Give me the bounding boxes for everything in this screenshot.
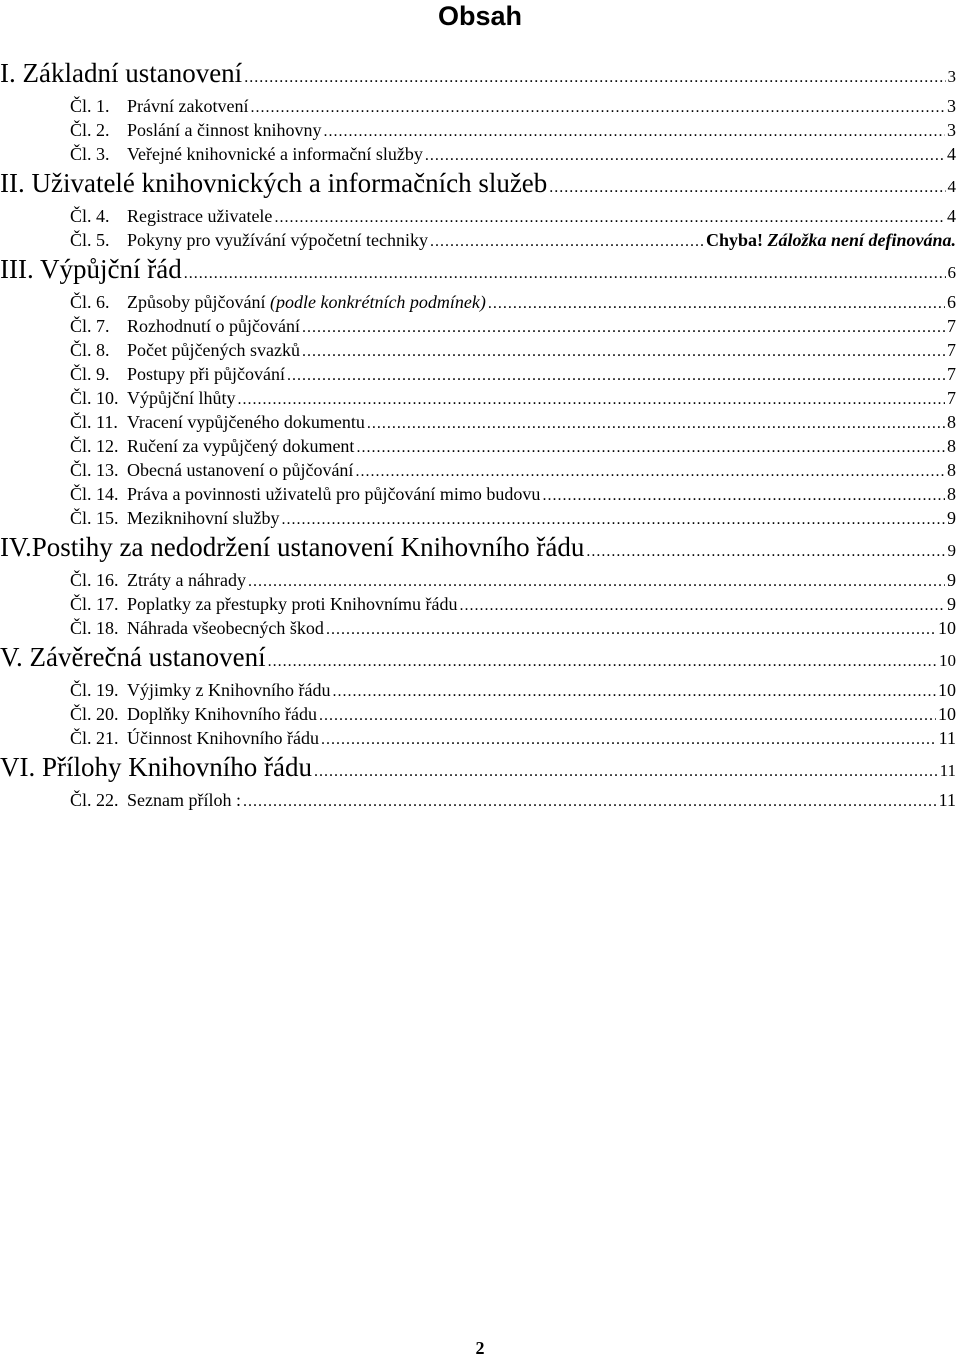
- toc-article-number: Čl. 6.: [70, 292, 110, 312]
- toc-entry-title: [0, 56, 242, 91]
- toc-entry-title-text: Počet půjčených svazků: [127, 340, 300, 360]
- toc-article-entry[interactable]: [0, 410, 960, 434]
- toc-entry-title-text: Vracení vypůjčeného dokumentu: [127, 412, 365, 432]
- toc-entry-title-text: Doplňky Knihovního řádu: [127, 704, 317, 724]
- toc-leader-dots: [238, 388, 946, 412]
- toc-entry-title: [127, 788, 241, 812]
- toc-entry-title-text: Poslání a činnost knihovny: [127, 120, 322, 140]
- toc-article-entry[interactable]: [0, 458, 960, 482]
- toc-entry-title-text: V. Závěrečná ustanovení: [0, 642, 266, 672]
- toc-entry-title-text: Výpůjční lhůty: [127, 388, 236, 408]
- toc-page-number: 4: [947, 177, 956, 196]
- toc-entry-title-text: II. Uživatelé knihovnických a informačních služeb: [0, 168, 548, 198]
- toc-entry-title: [127, 568, 246, 592]
- toc-entry-title: [127, 142, 423, 166]
- toc-page-number: 10: [938, 680, 956, 700]
- toc-leader-dots: [281, 508, 945, 532]
- toc-page-number: 8: [947, 484, 956, 504]
- toc-page-number: 9: [947, 541, 956, 560]
- toc-page-number: 8: [947, 460, 956, 480]
- toc-article-entry[interactable]: [0, 204, 960, 228]
- toc-entry-title-text: I. Základní ustanovení: [0, 58, 243, 88]
- toc-article-entry[interactable]: [0, 482, 960, 506]
- toc-page-number: 9: [947, 570, 956, 590]
- toc-entry-title: [127, 678, 330, 702]
- toc-entry-title: [127, 506, 279, 530]
- toc-entry-title-text: Rozhodnutí o půjčování: [127, 316, 300, 336]
- toc-page-number: 11: [938, 790, 956, 810]
- toc-article-number: Čl. 8.: [70, 340, 110, 360]
- toc-article-number: Čl. 13.: [70, 460, 119, 480]
- toc-article-number: Čl. 21.: [70, 728, 119, 748]
- toc-entry-title: [127, 228, 428, 252]
- toc-article-number: Čl. 19.: [70, 680, 119, 700]
- toc-page-number: 3: [947, 96, 956, 116]
- page-title: Obsah: [437, 1, 523, 31]
- toc-entry-title: [127, 702, 317, 726]
- toc-article-entry[interactable]: [0, 506, 960, 530]
- toc-leader-dots: [324, 120, 946, 144]
- toc-article-entry[interactable]: [0, 386, 960, 410]
- toc-entry-title-text: Ručení za vypůjčený dokument: [127, 436, 355, 456]
- toc-article-number: Čl. 12.: [70, 436, 119, 456]
- toc-entry-title-text: Obecná ustanovení o půjčování: [127, 460, 354, 480]
- toc-leader-dots: [459, 594, 945, 618]
- toc-page-number: 4: [947, 144, 956, 164]
- toc-page-number: 11: [939, 761, 956, 780]
- toc-page-number: 9: [947, 508, 956, 528]
- toc-article-number: Čl. 9.: [70, 364, 110, 384]
- toc-leader-dots: [542, 484, 945, 508]
- toc-article-number: Čl. 5.: [70, 230, 110, 250]
- toc-leader-dots: [184, 265, 946, 283]
- toc-leader-dots: [326, 618, 936, 642]
- toc-entry-title: [127, 726, 319, 750]
- toc-article-number: Čl. 16.: [70, 570, 119, 590]
- toc-article-number: Čl. 17.: [70, 594, 119, 614]
- toc-article-number: Čl. 4.: [70, 206, 110, 226]
- toc-entry-title: [0, 640, 266, 675]
- toc-article-entry[interactable]: [0, 142, 960, 166]
- toc-page-number: 6: [947, 292, 956, 312]
- toc-page-number: 10: [939, 651, 956, 670]
- toc-leader-dots: [430, 230, 704, 254]
- toc-leader-dots: [332, 680, 936, 704]
- toc-article-number: Čl. 11.: [70, 412, 118, 432]
- toc-article-entry[interactable]: [0, 726, 960, 750]
- toc-leader-dots: [549, 179, 945, 197]
- toc-entry-title-note: (podle konkrétních podmínek): [265, 292, 486, 312]
- toc-article-number: Čl. 7.: [70, 316, 110, 336]
- toc-leader-dots: [243, 790, 937, 814]
- toc-entry-title-text: Ztráty a náhrady: [127, 570, 246, 590]
- toc-entry-title-text: Meziknihovní služby: [127, 508, 280, 528]
- toc-entry-title-text: Poplatky za přestupky proti Knihovnímu řádu: [127, 594, 458, 614]
- toc-entry-title: [0, 530, 584, 565]
- toc-article-entry[interactable]: [0, 228, 960, 252]
- toc-article-entry[interactable]: [0, 702, 960, 726]
- toc-page-number: 11: [938, 728, 956, 748]
- toc-entry-title: [127, 386, 236, 410]
- toc-entry-title-text: Práva a povinnosti uživatelů pro půjčování mimo budovu: [127, 484, 541, 504]
- toc-article-number: Čl. 14.: [70, 484, 119, 504]
- toc-article-number: Čl. 15.: [70, 508, 119, 528]
- toc-entry-title: [127, 290, 486, 314]
- toc-leader-dots: [244, 69, 945, 87]
- toc-part-entry[interactable]: [0, 750, 960, 788]
- toc-leader-dots: [250, 96, 945, 120]
- toc-bookmark-error: Chyba! Záložka není definována.: [705, 230, 956, 250]
- toc-page-number: 3: [947, 67, 956, 86]
- toc-entry-title: [127, 314, 300, 338]
- toc-article-number: Čl. 10.: [70, 388, 119, 408]
- toc-entry-title: [0, 252, 182, 287]
- toc-entry-title-text: Veřejné knihovnické a informační služby: [127, 144, 423, 164]
- toc-page-number: 7: [947, 340, 956, 360]
- toc-page-number: 7: [947, 316, 956, 336]
- toc-article-entry[interactable]: [0, 290, 960, 314]
- toc-leader-dots: [302, 340, 945, 364]
- toc-page-number: 8: [947, 436, 956, 456]
- toc-entry-title-text: Účinnost Knihovního řádu: [127, 728, 319, 748]
- toc-entry-title: [127, 118, 322, 142]
- toc-leader-dots: [287, 364, 945, 388]
- toc-entry-title: [127, 482, 540, 506]
- toc-article-entry[interactable]: [0, 362, 960, 386]
- toc-article-entry[interactable]: [0, 314, 960, 338]
- toc-entry-title: [127, 592, 457, 616]
- toc-page-number: 10: [938, 618, 956, 638]
- toc-article-entry[interactable]: [0, 788, 960, 812]
- toc-entry-title: [127, 94, 248, 118]
- page-number: 2: [475, 1338, 485, 1358]
- table-of-contents: [0, 56, 960, 812]
- toc-article-number: Čl. 20.: [70, 704, 119, 724]
- toc-entry-title-text: Seznam příloh :: [127, 790, 241, 810]
- toc-page-number: 7: [947, 364, 956, 384]
- toc-entry-title-text: III. Výpůjční řád: [0, 254, 182, 284]
- toc-leader-dots: [268, 653, 937, 671]
- toc-article-number: Čl. 2.: [70, 120, 110, 140]
- toc-article-entry[interactable]: [0, 118, 960, 142]
- toc-page-number: 3: [947, 120, 956, 140]
- toc-entry-title-text: Pokyny pro využívání výpočetní techniky: [127, 230, 428, 250]
- toc-entry-title: [127, 338, 300, 362]
- toc-leader-dots: [319, 704, 936, 728]
- toc-part-entry[interactable]: [0, 166, 960, 204]
- toc-leader-dots: [314, 763, 938, 781]
- toc-article-entry[interactable]: [0, 338, 960, 362]
- toc-page-number: 6: [947, 263, 956, 282]
- toc-article-number: Čl. 3.: [70, 144, 110, 164]
- toc-entry-title: [127, 616, 324, 640]
- toc-entry-title: [0, 750, 312, 785]
- toc-page-number: 7: [947, 388, 956, 408]
- toc-article-number: Čl. 22.: [70, 790, 119, 810]
- toc-leader-dots: [274, 206, 945, 230]
- toc-entry-title: [0, 166, 547, 201]
- toc-part-entry[interactable]: [0, 56, 960, 94]
- toc-leader-dots: [302, 316, 945, 340]
- toc-article-entry[interactable]: [0, 434, 960, 458]
- toc-entry-title-text: Náhrada všeobecných škod: [127, 618, 324, 638]
- toc-leader-dots: [367, 412, 945, 436]
- toc-part-entry[interactable]: [0, 530, 960, 568]
- toc-page-number: 9: [947, 594, 956, 614]
- toc-article-entry[interactable]: [0, 592, 960, 616]
- toc-leader-dots: [355, 460, 945, 484]
- toc-leader-dots: [586, 543, 945, 561]
- toc-entry-title: [127, 362, 285, 386]
- toc-entry-title: [127, 410, 365, 434]
- toc-page-number: 4: [947, 206, 956, 226]
- toc-page-number: 10: [938, 704, 956, 724]
- toc-entry-title: [127, 204, 272, 228]
- toc-leader-dots: [425, 144, 945, 168]
- toc-entry-title-text: Postupy při půjčování: [127, 364, 285, 384]
- toc-entry-title-text: IV.Postihy za nedodržení ustanovení Knihovního řádu: [0, 532, 585, 562]
- toc-leader-dots: [321, 728, 937, 752]
- toc-leader-dots: [248, 570, 945, 594]
- toc-entry-title: [127, 434, 354, 458]
- toc-entry-title-text: Výjimky z Knihovního řádu: [127, 680, 331, 700]
- toc-entry-title-text: Způsoby půjčování: [127, 292, 266, 312]
- toc-article-entry[interactable]: [0, 616, 960, 640]
- toc-part-entry[interactable]: [0, 640, 960, 678]
- toc-part-entry[interactable]: [0, 252, 960, 290]
- toc-entry-title-text: VI. Přílohy Knihovního řádu: [0, 752, 312, 782]
- toc-entry-title-text: Registrace uživatele: [127, 206, 273, 226]
- toc-entry-title-text: Právní zakotvení: [127, 96, 249, 116]
- toc-article-number: Čl. 1.: [70, 96, 110, 116]
- toc-leader-dots: [356, 436, 945, 460]
- toc-article-entry[interactable]: [0, 568, 960, 592]
- toc-leader-dots: [488, 292, 945, 316]
- toc-article-entry[interactable]: [0, 678, 960, 702]
- toc-article-entry[interactable]: [0, 94, 960, 118]
- toc-entry-title: [127, 458, 353, 482]
- toc-article-number: Čl. 18.: [70, 618, 119, 638]
- toc-page-number: 8: [947, 412, 956, 432]
